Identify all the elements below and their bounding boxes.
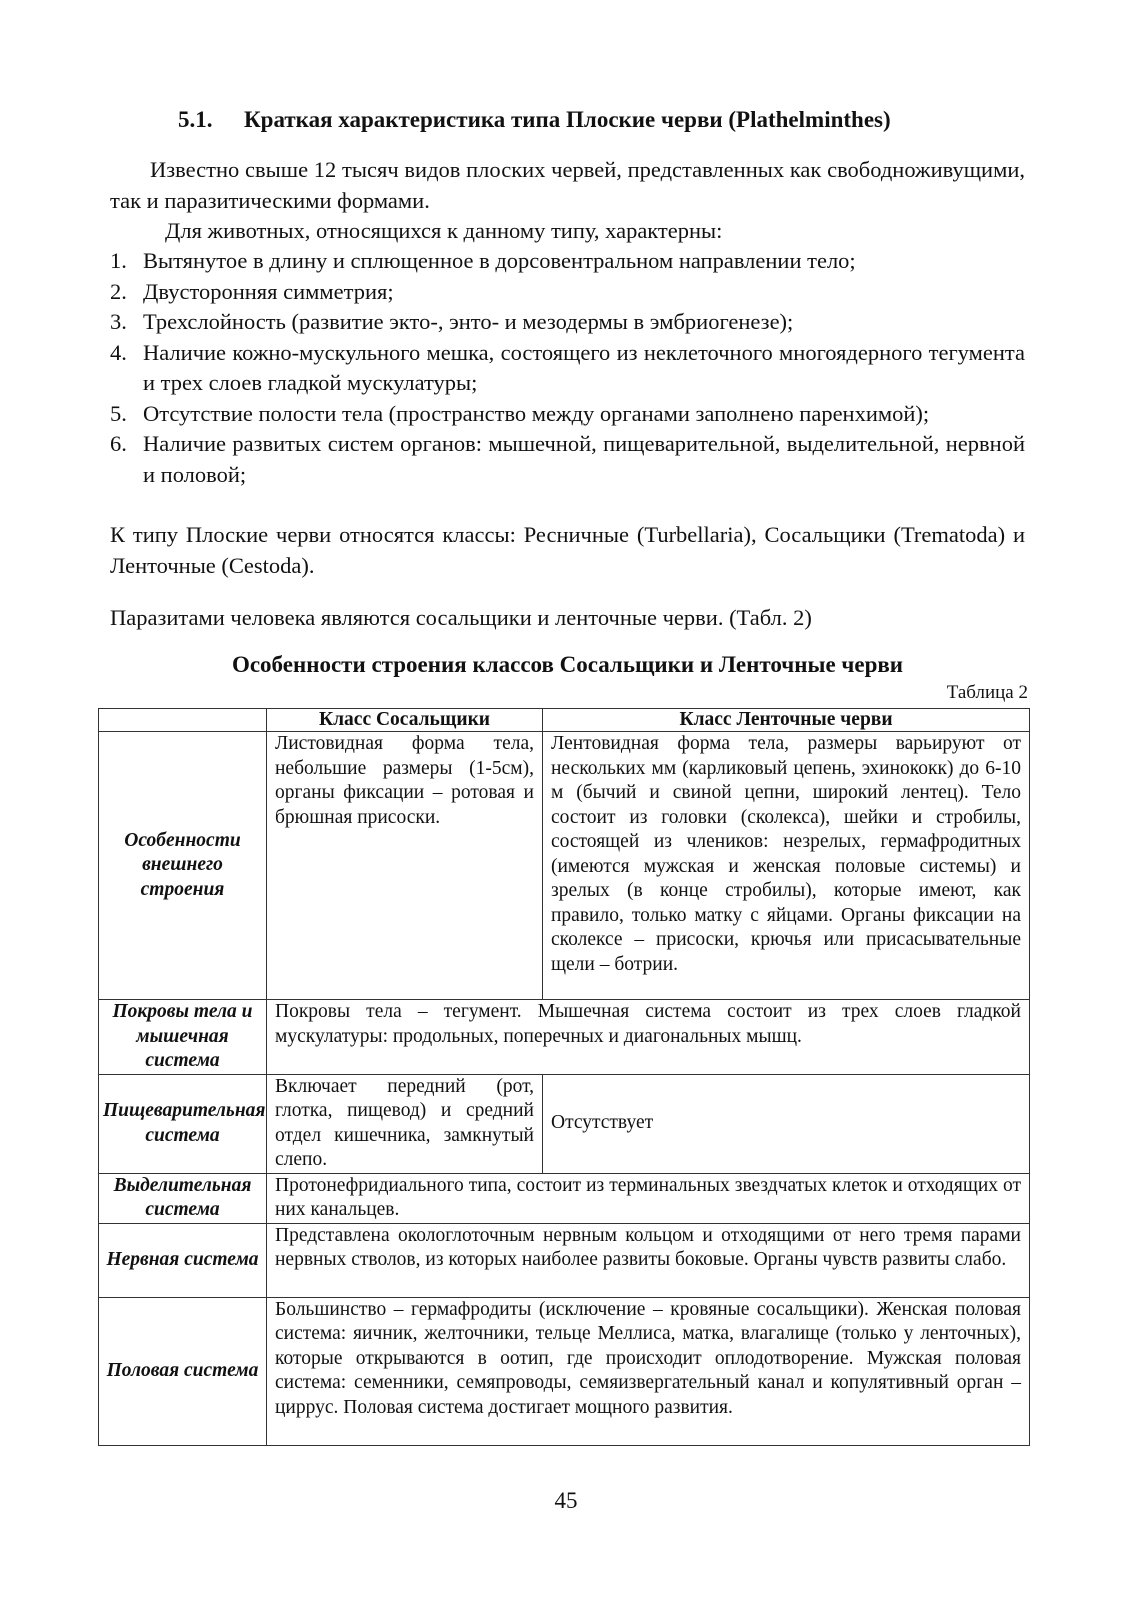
cell-integument: Покровы тела – тегумент. Мышечная система состоит из трех слоев гладкой мускулатуры: продольных, поперечных и диагональных мышц. [267,1000,1030,1075]
list-item-text: Двусторонняя симметрия; [143,278,394,304]
table-row [99,732,1030,1000]
table-header-trematoda: Класс Сосальщики [267,709,543,732]
list-item-number: 3. [110,309,127,334]
list-item-text: Наличие кожно-мускульного мешка, состоящего из неклеточного многоядерного тегумента и трех слоев гладкой мускулатуры; [143,339,1025,395]
table-title: Особенности строения классов Сосальщики и Ленточные черви [231,652,904,677]
row-head-digestive: Пищеварительная система [99,1074,267,1173]
table-header-row [99,709,1030,732]
list-item [110,338,1025,399]
page-number: 45 [554,1488,578,1513]
list-item-text: Наличие развитых систем органов: мышечной, пищеварительной, выделительной, нервной и половой; [143,431,1025,487]
section-title: Краткая характеристика типа Плоские черви (Plathelminthes) [244,107,891,132]
cell-excretory: Протонефридиального типа, состоит из терминальных звездчатых клеток и отходящих от них канальцев. [267,1173,1030,1223]
cell-reproductive: Большинство – гермафродиты (исключение – кровяные сосальщики). Женская половая система: яичник, желточники, тельце Меллиса, матка, влагалище (только у ленточных), которые открываются в оотип, где происходит оплодотворение. Мужская половая система: семенники, семяпроводы, семяизвергательный канал и копулятивный орган – циррус. Половая система достигает мощного развития. [267,1297,1030,1445]
parasites-paragraph: Паразитами человека являются сосальщики и ленточные черви. (Табл. 2) [110,605,812,630]
list-item-number: 4. [110,339,127,365]
list-item [110,399,1025,430]
cell-digestive-trematoda: Включает передний (рот, глотка, пищевод) и средний отдел кишечника, замкнутый слепо. [267,1074,543,1173]
cell-nervous: Представлена окологлоточным нервным кольцом и отходящими от него тремя парами нервных стволов, из которых наиболее развиты боковые. Органы чувств развиты слабо. [267,1223,1030,1297]
row-head-external: Особенности внешнего строения [99,732,267,1000]
cell-external-trematoda: Листовидная форма тела, небольшие размеры (1-5см), органы фиксации – ротовая и брюшная присоски. [267,732,543,1000]
list-item-number: 5. [110,400,127,426]
list-item [110,307,1025,338]
classes-paragraph: К типу Плоские черви относятся классы: Ресничные (Turbellaria), Сосальщики (Trematoda) и Ленточные (Cestoda). [110,522,1025,578]
list-item [110,246,1025,277]
table-row [99,1223,1030,1297]
row-head-nervous: Нервная система [99,1223,267,1297]
row-head-excretory: Выделительная система [99,1173,267,1223]
list-item-number: 2. [110,278,127,304]
table-row [99,1000,1030,1075]
intro-lead-in: Для животных, относящихся к данному типу, характерны: [165,218,723,243]
section-number: 5.1. [178,107,213,132]
table-header-empty [99,709,267,732]
table-header-cestoda: Класс Ленточные черви [543,709,1030,732]
list-item-number: 1. [110,248,127,273]
cell-digestive-cestoda: Отсутствует [543,1074,1030,1173]
table-row [99,1297,1030,1445]
row-head-integument: Покровы тела и мышечная система [99,1000,267,1075]
table-row [99,1173,1030,1223]
table-label: Таблица 2 [946,682,1028,703]
list-item-text: Трехслойность (развитие экто-, энто- и мезодермы в эмбриогенезе); [143,309,794,334]
list-item [110,429,1025,490]
intro-paragraph: Известно свыше 12 тысяч видов плоских червей, представленных как свободноживущими, так и паразитическими формами. [110,157,1025,213]
list-item [110,277,1025,308]
list-item-text: Вытянутое в длину и сплющенное в дорсовентральном направлении тело; [143,248,856,273]
features-list [110,246,1025,490]
section-heading [178,107,1018,133]
table-row [99,1074,1030,1173]
row-head-reproductive: Половая система [99,1297,267,1445]
comparison-table [98,708,1030,1446]
list-item-number: 6. [110,431,127,456]
list-item-text: Отсутствие полости тела (пространство между органами заполнено паренхимой); [143,400,930,426]
cell-external-cestoda: Лентовидная форма тела, размеры варьируют от нескольких мм (карликовый цепень, эхинококк) до 6-10 м (бычий и свиной цепни, широкий лентец). Тело состоит из головки (сколекса), шейки и стробилы, состоящей из члеников: незрелых, гермафродитных (имеются мужская и женская половые системы) и зрелых (в конце стробилы), которые имеют, как правило, только матку с яйцами. Органы фиксации на сколексе – присоски, крючья или присасывательные щели – ботрии. [543,732,1030,1000]
